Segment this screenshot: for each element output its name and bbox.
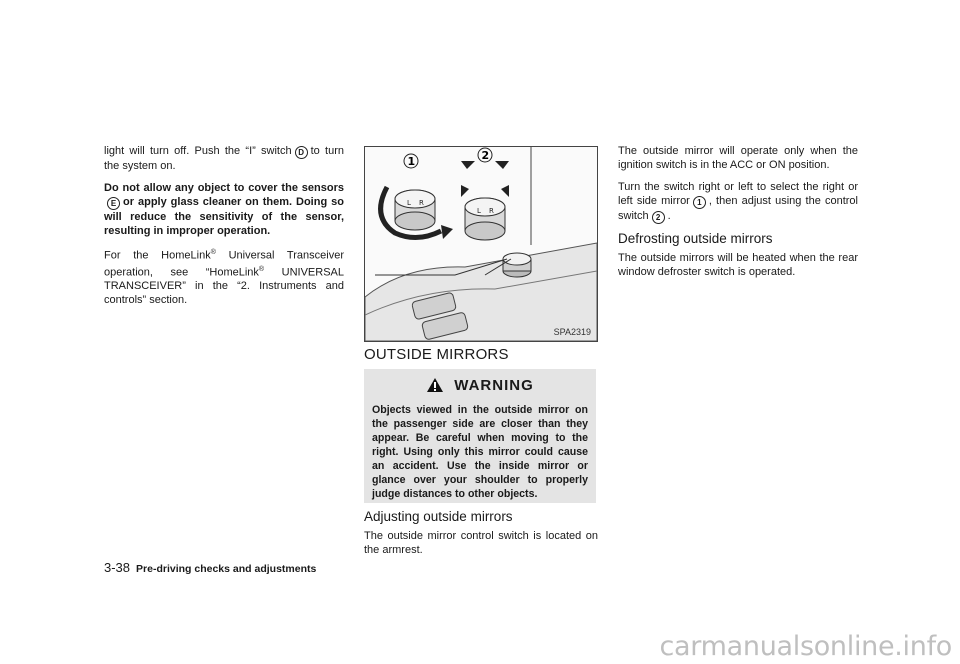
figure-code: SPA2319 <box>553 327 591 337</box>
paragraph-ignition: The outside mirror will operate only when the ignition switch is in the ACC or ON position. <box>618 145 858 171</box>
callout-marker-e: E <box>107 197 120 210</box>
mirror-switch-illustration <box>365 147 597 341</box>
warning-icon <box>426 377 444 393</box>
warning-header <box>364 369 596 401</box>
warning-title: WARNING <box>454 376 534 394</box>
paragraph-sensor-caution: Do not allow any object to cover the sensorsE or apply glass cleaner on them. Doing so will reduce the sensitivity of the sensor, resulting in improper operation. <box>104 182 344 237</box>
figure-callout-1: 1 <box>407 155 416 168</box>
middle-column-lower <box>364 510 598 565</box>
knob-label-r: R <box>419 199 424 207</box>
knob-label-l: L <box>407 199 411 207</box>
registered-mark: ® <box>210 249 216 256</box>
knob-label-r: R <box>489 207 494 215</box>
warning-text: Objects viewed in the outside mirror on the passenger side are closer than they appear. Be careful when moving to the right. Using only this mirror could cause an accident. Use the inside mirror or glance over your shoulder to properly judge distances to other objects. <box>372 404 588 500</box>
paragraph-sensor-switch: light will turn off. Push the “I” switch D to turn the system on. <box>104 145 344 172</box>
figure-callout-2: 2 <box>481 149 490 162</box>
left-column <box>104 144 344 315</box>
page-footer <box>104 560 316 575</box>
paragraph-select-mirror: Turn the switch right or left to select the right or left side mirror 1 , then adjust using the control switch 2 . <box>618 181 858 222</box>
subheading-defrosting: Defrosting outside mirrors <box>618 231 773 246</box>
callout-marker-1: 1 <box>693 196 706 209</box>
paragraph-homelink: For the HomeLink® Universal Transceiver operation, see “HomeLink® UNIVERSAL TRANSCEIVER” in the “2. Instruments and controls” section. <box>104 249 344 307</box>
subheading-adjusting: Adjusting outside mirrors <box>364 509 513 524</box>
warning-box <box>364 369 596 503</box>
callout-marker-d: D <box>295 146 308 159</box>
registered-mark: ® <box>258 265 265 273</box>
paragraph-defroster: The outside mirrors will be heated when the rear window defroster switch is operated. <box>618 252 858 278</box>
right-column <box>618 144 858 287</box>
section-title: OUTSIDE MIRRORS <box>364 346 509 363</box>
chapter-title: Pre-driving checks and adjustments <box>136 563 317 575</box>
paragraph-armrest: The outside mirror control switch is located on the armrest. <box>364 530 598 556</box>
knob-label-l: L <box>477 207 481 215</box>
page-number: 3-38 <box>104 560 131 575</box>
callout-marker-2: 2 <box>652 211 665 224</box>
mirror-switch-figure <box>364 146 598 342</box>
watermark: carmanualsonline.info <box>659 631 952 662</box>
